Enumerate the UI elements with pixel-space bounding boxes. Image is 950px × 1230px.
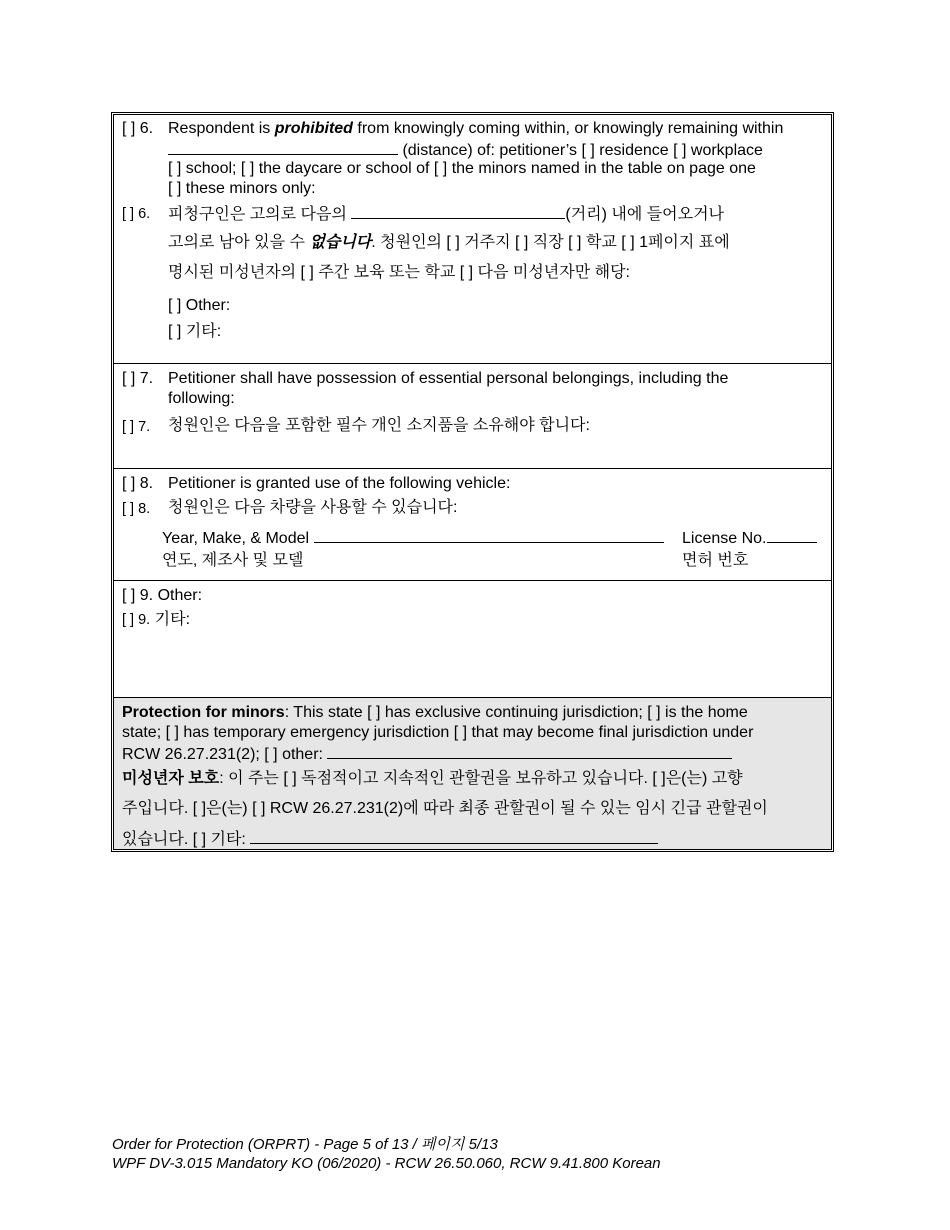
year-make-model-korean-label: 연도, 제조사 및 모델 [162,552,304,569]
distance-blank[interactable] [168,139,398,155]
minors-korean-line-2: 주입니다. [ ]은(는) [ ] RCW 26.27.231(2)에 따라 최종 관할권이 될 수 있는 임시 긴급 관할권이 [122,800,768,817]
section-item-9 [114,581,831,698]
license-number-korean-label: 면허 번호 [682,552,749,569]
year-make-model-field[interactable] [314,527,664,543]
item-6-english-line-2: (distance) of: petitioner’s [ ] residence [ ] workplace [168,139,763,161]
section-item-6 [114,115,831,364]
item-6-korean-line-3: 명시된 미성년자의 [ ] 주간 보육 또는 학교 [ ] 다음 미성년자만 해당: [168,264,630,281]
item-9-other-korean[interactable]: [ ] 9. 기타: [122,611,191,628]
item-8-english-text: Petitioner is granted use of the following vehicle: [168,475,511,492]
item-6-english-line-3: [ ] school; [ ] the daycare or school of [ ] the minors named in the table on page one [168,160,756,177]
item-8-korean-checkbox-label[interactable]: [ ] 8. [122,501,151,517]
item-8-checkbox-label[interactable]: [ ] 8. [122,475,154,492]
item-6-other-english[interactable]: [ ] Other: [168,297,231,314]
license-number-label: License No. [682,530,767,547]
order-form-box [111,112,834,852]
item-9-other-english[interactable]: [ ] 9. Other: [122,587,203,604]
prohibited-emphasis-korean: 없습니다 [309,234,372,251]
minors-korean-line-3: 있습니다. [ ] 기타: [122,828,658,850]
item-6-korean-line-2: 고의로 남아 있을 수 없습니다. 청원인의 [ ] 거주지 [ ] 직장 [ ] 학교 [ ] 1페이지 표에 [168,234,730,251]
year-make-model-label: Year, Make, & Model [162,530,310,547]
footer-page-info: Order for Protection (ORPRT) - Page 5 of 13 / 페이지 5/13 [112,1136,498,1153]
minors-english-line-1: Protection for minors: This state [ ] has exclusive continuing jurisdiction; [ ] is the home [122,704,748,721]
item-7-korean-text: 청원인은 다음을 포함한 필수 개인 소지품을 소유해야 합니다: [168,417,590,434]
item-7-english-line-1: Petitioner shall have possession of essential personal belongings, including the [168,370,729,387]
minors-title-korean: 미성년자 보호 [122,770,220,787]
minors-other-field[interactable] [327,743,732,759]
distance-blank-korean[interactable] [351,203,565,219]
minors-english-line-3: RCW 26.27.231(2); [ ] other: [122,743,732,765]
prohibited-emphasis: prohibited [274,120,353,137]
item-6-english-line-4: [ ] these minors only: [168,180,316,197]
vehicle-year-make-model-row [162,527,664,549]
item-6-korean-checkbox-label[interactable]: [ ] 6. [122,206,151,222]
license-number-field[interactable] [767,527,817,543]
minors-title: Protection for minors [122,704,285,721]
item-8-korean-text: 청원인은 다음 차량을 사용할 수 있습니다: [168,499,458,516]
item-7-korean-checkbox-label[interactable]: [ ] 7. [122,419,151,435]
item-7-checkbox-label[interactable]: [ ] 7. [122,370,154,387]
minors-english-line-2: state; [ ] has temporary emergency jurisdiction [ ] that may become final jurisdiction under [122,724,754,741]
item-6-english-line-1: Respondent is prohibited from knowingly coming within, or knowingly remaining within [168,120,784,137]
license-number-row [682,527,817,549]
section-item-8 [114,469,831,581]
minors-korean-line-1: 미성년자 보호: 이 주는 [ ] 독점적이고 지속적인 관할권을 보유하고 있습니다. [ ]은(는) 고향 [122,770,743,787]
item-6-other-korean[interactable]: [ ] 기타: [168,323,222,340]
item-7-english-line-2: following: [168,390,235,407]
footer-form-code: WPF DV-3.015 Mandatory KO (06/2020) - RCW 26.50.060, RCW 9.41.800 Korean [112,1155,661,1172]
section-protection-for-minors [114,698,831,849]
minors-other-field-korean[interactable] [250,828,658,844]
item-6-checkbox-label[interactable]: [ ] 6. [122,120,154,137]
item-6-korean-line-1: 피청구인은 고의로 다음의 (거리) 내에 들어오거나 [168,203,724,225]
section-item-7 [114,364,831,469]
